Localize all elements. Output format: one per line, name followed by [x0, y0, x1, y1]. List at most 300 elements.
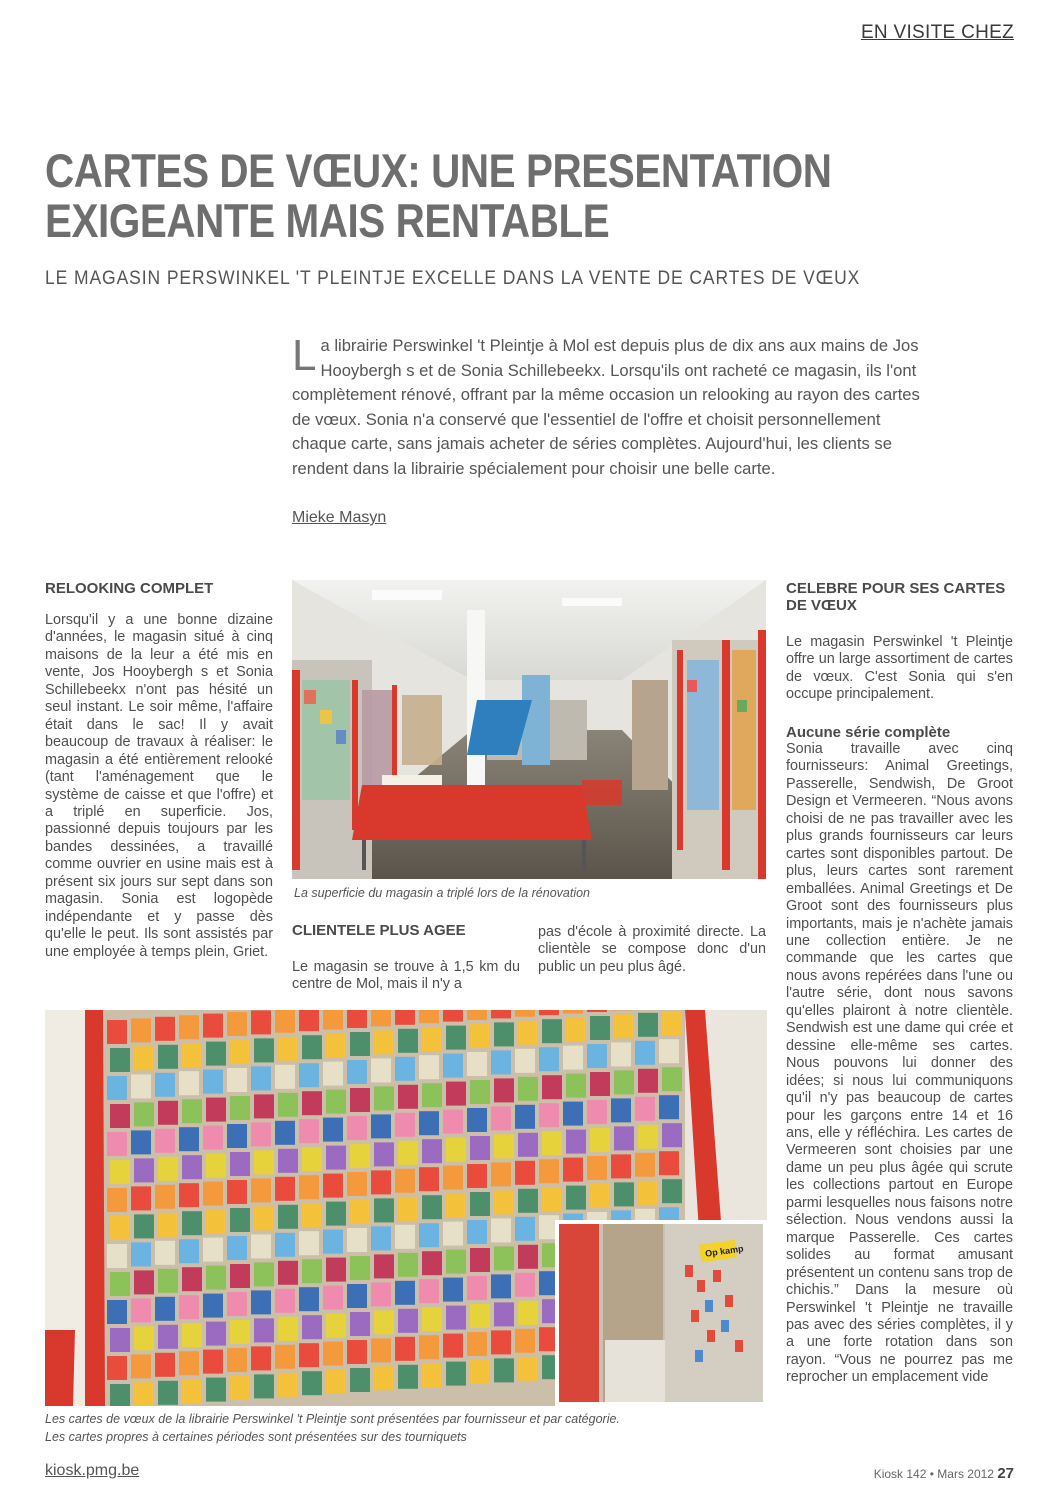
greeting-card [254, 1262, 274, 1286]
greeting-card [518, 1077, 538, 1101]
greeting-card [419, 1223, 439, 1247]
greeting-card [155, 1129, 175, 1153]
greeting-card [155, 1073, 175, 1097]
greeting-card [299, 1343, 319, 1367]
greeting-card [422, 1363, 442, 1387]
greeting-card [182, 1099, 202, 1123]
greeting-card [131, 1130, 151, 1154]
greeting-card [542, 1019, 562, 1043]
greeting-card [275, 1289, 295, 1313]
greeting-card [443, 1054, 463, 1078]
greeting-card [203, 1014, 223, 1038]
greeting-card [374, 1198, 394, 1222]
greeting-card [206, 1266, 226, 1290]
greeting-card [662, 1067, 682, 1091]
greeting-card [206, 1042, 226, 1066]
greeting-card [131, 1354, 151, 1378]
greeting-card [563, 1102, 583, 1126]
greeting-card [659, 1039, 679, 1063]
greeting-card [158, 1269, 178, 1293]
greeting-card [515, 1217, 535, 1241]
heading-clientele: CLIENTELE PLUS AGEE [292, 922, 466, 939]
greeting-card [107, 1244, 127, 1268]
greeting-card [182, 1379, 202, 1403]
greeting-card [446, 1362, 466, 1386]
greeting-card [374, 1310, 394, 1334]
greeting-card [323, 1342, 343, 1366]
greeting-card [443, 1166, 463, 1190]
greeting-card [179, 1183, 199, 1207]
card-wall-photo [45, 1010, 767, 1406]
greeting-card [542, 1075, 562, 1099]
greeting-card [374, 1030, 394, 1054]
greeting-card [518, 1133, 538, 1157]
greeting-card [614, 1182, 634, 1206]
greeting-card [590, 1072, 610, 1096]
greeting-card [422, 1195, 442, 1219]
greeting-card [470, 1360, 490, 1384]
greeting-card [182, 1043, 202, 1067]
heading-celebre: CELEBRE POUR SES CARTES DE VŒUX [786, 580, 1006, 614]
greeting-card [179, 1015, 199, 1039]
greeting-card [155, 1297, 175, 1321]
greeting-card [587, 1100, 607, 1124]
greeting-card [155, 1185, 175, 1209]
greeting-card [347, 1284, 367, 1308]
greeting-card [227, 1236, 247, 1260]
greeting-card [422, 1027, 442, 1051]
greeting-card [251, 1290, 271, 1314]
greeting-card [635, 1097, 655, 1121]
footer-site-link[interactable]: kiosk.pmg.be [45, 1462, 140, 1479]
greeting-card [107, 1300, 127, 1324]
greeting-card [254, 1094, 274, 1118]
article-subtitle: LE MAGASIN PERSWINKEL 'T PLEINTJE EXCELLE DANS LA VENTE DE CARTES DE VŒUX [45, 268, 861, 289]
greeting-card [350, 1368, 370, 1392]
greeting-card [371, 1010, 391, 1026]
greeting-card [470, 1080, 490, 1104]
greeting-card [467, 1332, 487, 1356]
greeting-card [566, 1130, 586, 1154]
greeting-card [278, 1205, 298, 1229]
greeting-card [134, 1326, 154, 1350]
col3-text-b: Sonia travaille avec cinq fournisseurs: Animal Greetings, Passerelle, Sendwish, De Groot Design et Vermeeren. “Nous avons choisi de ne pas travailler avec les plus grands fournisseurs car leurs cartes sont disponibles partout. De plus, leurs cartes sont rarement emballées. Animal Greetings et De Groot sont des fournisseurs plus importants, mais je n'achète jamais une collection entière. Je ne commande que les cartes que nous avons repérées dans l'une ou l'autre série, dont nous savons qu'elles plairont à notre clientèle. Sendwish est une dame qui crée et dessine elle-même ses cartes. Nous pouvons lui donner des idées; si nous lui communiquons qu'il n'y pas beaucoup de cartes pour les garçons entre 14 et 16 ans, elle y réfléchira. Les cartes de Vermeeren sont choisies par une dame un peu plus âgée qui scrute les collections partout en Europe parmi lesquelles nous faisons notre sélection. Nous vendons aussi la marque Passerelle. Ces cartes solides au format amusant présentent un contenu sans trop de chichis.” Dans la mesure où Perswinkel 't Pleintje ne travaille pas avec des séries complètes, il y a une forte rotation dans son rayon. “Vous ne pourrez pas me reprocher un emplacement vide [786, 741, 1013, 1386]
greeting-card [158, 1213, 178, 1237]
greeting-card [494, 1022, 514, 1046]
greeting-card [443, 1334, 463, 1358]
photo1-caption: La superficie du magasin a triplé lors de la rénovation [294, 886, 591, 900]
greeting-card [518, 1021, 538, 1045]
greeting-card [494, 1078, 514, 1102]
greeting-card [518, 1357, 538, 1381]
greeting-card [302, 1147, 322, 1171]
greeting-card [203, 1238, 223, 1262]
greeting-card [227, 1012, 247, 1036]
greeting-card [371, 1114, 391, 1138]
greeting-card [131, 1186, 151, 1210]
greeting-card [227, 1292, 247, 1316]
inset-photo [555, 1220, 767, 1406]
greeting-card [494, 1246, 514, 1270]
greeting-card [155, 1353, 175, 1377]
greeting-card [491, 1330, 511, 1354]
greeting-card [398, 1365, 418, 1389]
greeting-card [419, 1055, 439, 1079]
greeting-card [662, 1011, 682, 1035]
greeting-card [491, 1218, 511, 1242]
greeting-card [515, 1105, 535, 1129]
store-interior-photo [292, 580, 766, 879]
greeting-card [350, 1256, 370, 1280]
greeting-card [398, 1029, 418, 1053]
greeting-card [179, 1127, 199, 1151]
greeting-card [275, 1010, 295, 1033]
greeting-card [131, 1242, 151, 1266]
greeting-card [323, 1010, 343, 1030]
greeting-card [467, 1052, 487, 1076]
greeting-card [470, 1024, 490, 1048]
greeting-card [326, 1090, 346, 1114]
greeting-card [251, 1122, 271, 1146]
greeting-card [323, 1230, 343, 1254]
greeting-card [203, 1070, 223, 1094]
greeting-card [446, 1138, 466, 1162]
greeting-card [590, 1016, 610, 1040]
greeting-card [323, 1174, 343, 1198]
greeting-card [302, 1035, 322, 1059]
greeting-card [494, 1302, 514, 1326]
greeting-card [254, 1318, 274, 1342]
greeting-card [614, 1070, 634, 1094]
greeting-card [182, 1267, 202, 1291]
greeting-card [395, 1010, 415, 1025]
greeting-card [299, 1119, 319, 1143]
greeting-card [182, 1155, 202, 1179]
greeting-card [371, 1170, 391, 1194]
greeting-card [326, 1034, 346, 1058]
col2-text-b: pas d'école à proximité directe. La clientèle se compose donc d'un public un peu plus âgé. [538, 924, 766, 975]
greeting-card [539, 1047, 559, 1071]
greeting-card [446, 1306, 466, 1330]
greeting-card [467, 1108, 487, 1132]
greeting-card [590, 1184, 610, 1208]
greeting-card [443, 1110, 463, 1134]
greeting-card [323, 1118, 343, 1142]
greeting-card [539, 1010, 559, 1015]
greeting-card [158, 1157, 178, 1181]
greeting-card [230, 1152, 250, 1176]
greeting-card [251, 1010, 271, 1034]
greeting-card [134, 1382, 154, 1406]
greeting-card [395, 1113, 415, 1137]
article-title-line1: CARTES DE VŒUX: UNE PRESENTATION [45, 144, 832, 197]
greeting-card [470, 1248, 490, 1272]
greeting-card [203, 1350, 223, 1374]
greeting-card [494, 1134, 514, 1158]
greeting-card [107, 1132, 127, 1156]
greeting-card [158, 1045, 178, 1069]
greeting-card [251, 1178, 271, 1202]
greeting-card [443, 1278, 463, 1302]
greeting-card [134, 1158, 154, 1182]
greeting-card [326, 1314, 346, 1338]
greeting-card [566, 1186, 586, 1210]
greeting-card [278, 1093, 298, 1117]
greeting-card [275, 1065, 295, 1089]
greeting-card [230, 1320, 250, 1344]
greeting-card [371, 1338, 391, 1362]
greeting-card [350, 1088, 370, 1112]
greeting-card [278, 1261, 298, 1285]
footer-issue-text: Kiosk 142 • Mars 2012 [873, 1467, 994, 1481]
greeting-card [470, 1136, 490, 1160]
greeting-card [206, 1322, 226, 1346]
greeting-card [470, 1304, 490, 1328]
greeting-card [422, 1251, 442, 1275]
drop-cap: L [292, 331, 317, 380]
greeting-card [419, 1167, 439, 1191]
greeting-card [182, 1211, 202, 1235]
page-number: 27 [997, 1465, 1014, 1482]
greeting-card [494, 1190, 514, 1214]
greeting-card [179, 1071, 199, 1095]
greeting-card [350, 1144, 370, 1168]
greeting-card [155, 1241, 175, 1265]
greeting-card [398, 1197, 418, 1221]
greeting-card [110, 1216, 130, 1240]
greeting-card [350, 1032, 370, 1056]
greeting-card [398, 1085, 418, 1109]
subheading-aucune-serie: Aucune série complète [786, 724, 951, 741]
greeting-card [203, 1182, 223, 1206]
greeting-card [614, 1126, 634, 1150]
greeting-card [590, 1128, 610, 1152]
greeting-card [395, 1225, 415, 1249]
greeting-card [323, 1062, 343, 1086]
greeting-card [299, 1063, 319, 1087]
greeting-card [299, 1231, 319, 1255]
greeting-card [326, 1202, 346, 1226]
greeting-card [563, 1158, 583, 1182]
greeting-card [443, 1222, 463, 1246]
greeting-card [638, 1125, 658, 1149]
intro-paragraph [292, 331, 924, 482]
greeting-card [299, 1287, 319, 1311]
greeting-card [371, 1226, 391, 1250]
inset-sign-text: Op kamp [704, 1243, 745, 1259]
greeting-card [419, 1335, 439, 1359]
greeting-card [371, 1058, 391, 1082]
article-title [45, 146, 871, 246]
greeting-card [107, 1076, 127, 1100]
greeting-card [206, 1098, 226, 1122]
greeting-card [206, 1210, 226, 1234]
greeting-card [491, 1106, 511, 1130]
greeting-card [347, 1228, 367, 1252]
greeting-card [230, 1040, 250, 1064]
greeting-card [326, 1146, 346, 1170]
greeting-card [422, 1307, 442, 1331]
greeting-card [467, 1164, 487, 1188]
greeting-card [659, 1095, 679, 1119]
greeting-card [395, 1281, 415, 1305]
photo2-caption-line1: Les cartes de vœux de la librairie Perswinkel 't Pleintje sont présentées par fournisseur et par catégorie. [45, 1412, 620, 1426]
greeting-card [182, 1323, 202, 1347]
greeting-card [110, 1048, 130, 1072]
greeting-card [518, 1301, 538, 1325]
greeting-card [563, 1010, 583, 1014]
greeting-card [395, 1337, 415, 1361]
greeting-card [155, 1017, 175, 1041]
greeting-card [230, 1096, 250, 1120]
greeting-card [278, 1373, 298, 1397]
greeting-card [131, 1074, 151, 1098]
greeting-card [350, 1200, 370, 1224]
greeting-card [467, 1220, 487, 1244]
section-tag: EN VISITE CHEZ [860, 22, 1014, 43]
greeting-card [110, 1328, 130, 1352]
greeting-card [422, 1083, 442, 1107]
greeting-card [491, 1010, 511, 1018]
greeting-card [227, 1348, 247, 1372]
store-interior-image [292, 580, 766, 879]
greeting-card [302, 1315, 322, 1339]
greeting-card [539, 1159, 559, 1183]
greeting-card [110, 1384, 130, 1406]
greeting-card [635, 1153, 655, 1177]
greeting-card [611, 1098, 631, 1122]
greeting-card [134, 1214, 154, 1238]
greeting-card [347, 1340, 367, 1364]
greeting-card [419, 1010, 439, 1023]
greeting-card [491, 1050, 511, 1074]
greeting-card [110, 1104, 130, 1128]
greeting-card [563, 1046, 583, 1070]
greeting-card [566, 1018, 586, 1042]
greeting-card [494, 1358, 514, 1382]
greeting-card [326, 1258, 346, 1282]
greeting-card [587, 1044, 607, 1068]
greeting-card [179, 1239, 199, 1263]
greeting-card [251, 1234, 271, 1258]
greeting-card [374, 1142, 394, 1166]
intro-text: a librairie Perswinkel 't Pleintje à Mol est depuis plus de dix ans aux mains de Jos Hooybergh s et de Sonia Schillebeekx. Lorsqu'ils ont racheté ce magasin, ils l'ont complètement rénové, offrant par la même occasion un relooking au rayon des cartes de vœux. Sonia n'a conservé que l'essentiel de l'offre et choisit personnellement chaque carte, sans jamais acheter de séries complètes. Aujourd'hui, les clients se rendent dans la librairie spécialement pour choisir une belle carte. [292, 336, 920, 478]
greeting-card [518, 1189, 538, 1213]
greeting-card [302, 1259, 322, 1283]
greeting-card [347, 1010, 367, 1028]
greeting-card [587, 1010, 607, 1012]
greeting-card [227, 1124, 247, 1148]
greeting-card [251, 1346, 271, 1370]
greeting-card [611, 1042, 631, 1066]
greeting-card [254, 1150, 274, 1174]
greeting-card [422, 1139, 442, 1163]
greeting-card [515, 1049, 535, 1073]
greeting-card [638, 1181, 658, 1205]
greeting-card [539, 1103, 559, 1127]
greeting-card [302, 1371, 322, 1395]
greeting-card [107, 1356, 127, 1380]
greeting-card [275, 1233, 295, 1257]
greeting-card [275, 1177, 295, 1201]
greeting-card [638, 1069, 658, 1093]
greeting-card [131, 1298, 151, 1322]
greeting-card [371, 1282, 391, 1306]
greeting-card [395, 1057, 415, 1081]
greeting-card [419, 1111, 439, 1135]
greeting-card [275, 1121, 295, 1145]
greeting-card [419, 1279, 439, 1303]
footer-issue [874, 1465, 1014, 1482]
greeting-card [398, 1309, 418, 1333]
col2-text-a: Le magasin se trouve à 1,5 km du centre de Mol, mais il n'y a [292, 959, 520, 993]
greeting-card [515, 1010, 535, 1017]
author-byline: Mieke Masyn [292, 509, 387, 526]
greeting-card [470, 1192, 490, 1216]
greeting-card [350, 1312, 370, 1336]
greeting-card [635, 1041, 655, 1065]
greeting-card [134, 1046, 154, 1070]
greeting-card [158, 1101, 178, 1125]
greeting-card [542, 1187, 562, 1211]
greeting-card [614, 1014, 634, 1038]
col1-text: Lorsqu'il y a une bonne dizaine d'années, le magasin situé à cinq maisons de la leur a été mis en vente, Jos Hooybergh s et Sonia Schillebeekx n'ont pas hésité un seul instant. Le soir même, l'affaire était dans le sac! Il y avait beaucoup de travaux à réaliser: le magasin a été entièrement relooké (tant l'aménagement que le système de caisse et que l'offre) et a triplé en superficie. Jos, passionné depuis toujours par les bandes dessinées, a travaillé comme ouvrier en usine mais est à présent six jours sur sept dans son magasin. Sonia est logopède indépendante et y passe dès qu'elle le peut. Ils sont assistés par une employée à temps plein, Griet. [45, 612, 273, 960]
greeting-card [254, 1206, 274, 1230]
greeting-card [131, 1018, 151, 1042]
greeting-card [611, 1154, 631, 1178]
photo2-caption [45, 1410, 620, 1446]
greeting-card [491, 1274, 511, 1298]
greeting-card [374, 1366, 394, 1390]
greeting-card [398, 1141, 418, 1165]
greeting-card [134, 1102, 154, 1126]
greeting-card [515, 1161, 535, 1185]
greeting-card [491, 1162, 511, 1186]
greeting-card [254, 1374, 274, 1398]
greeting-card [323, 1286, 343, 1310]
greeting-card [158, 1325, 178, 1349]
greeting-card [515, 1329, 535, 1353]
greeting-card [347, 1060, 367, 1084]
greeting-card [107, 1020, 127, 1044]
greeting-card [251, 1066, 271, 1090]
greeting-card [566, 1074, 586, 1098]
greeting-card [158, 1381, 178, 1405]
greeting-card [203, 1294, 223, 1318]
greeting-card [662, 1123, 682, 1147]
greeting-card [227, 1068, 247, 1092]
greeting-card [134, 1270, 154, 1294]
heading-relooking: RELOOKING COMPLET [45, 580, 214, 597]
greeting-card [347, 1116, 367, 1140]
greeting-card [542, 1131, 562, 1155]
greeting-card [179, 1351, 199, 1375]
greeting-card [230, 1264, 250, 1288]
greeting-card [467, 1276, 487, 1300]
article-title-line2: EXIGEANTE MAIS RENTABLE [45, 194, 610, 247]
greeting-card [374, 1254, 394, 1278]
greeting-card [374, 1086, 394, 1110]
greeting-card [443, 1010, 463, 1022]
greeting-card [587, 1156, 607, 1180]
greeting-card [638, 1013, 658, 1037]
greeting-card [230, 1208, 250, 1232]
greeting-card [230, 1376, 250, 1400]
greeting-card [110, 1272, 130, 1296]
greeting-card [275, 1345, 295, 1369]
greeting-card [398, 1253, 418, 1277]
greeting-card [446, 1250, 466, 1274]
